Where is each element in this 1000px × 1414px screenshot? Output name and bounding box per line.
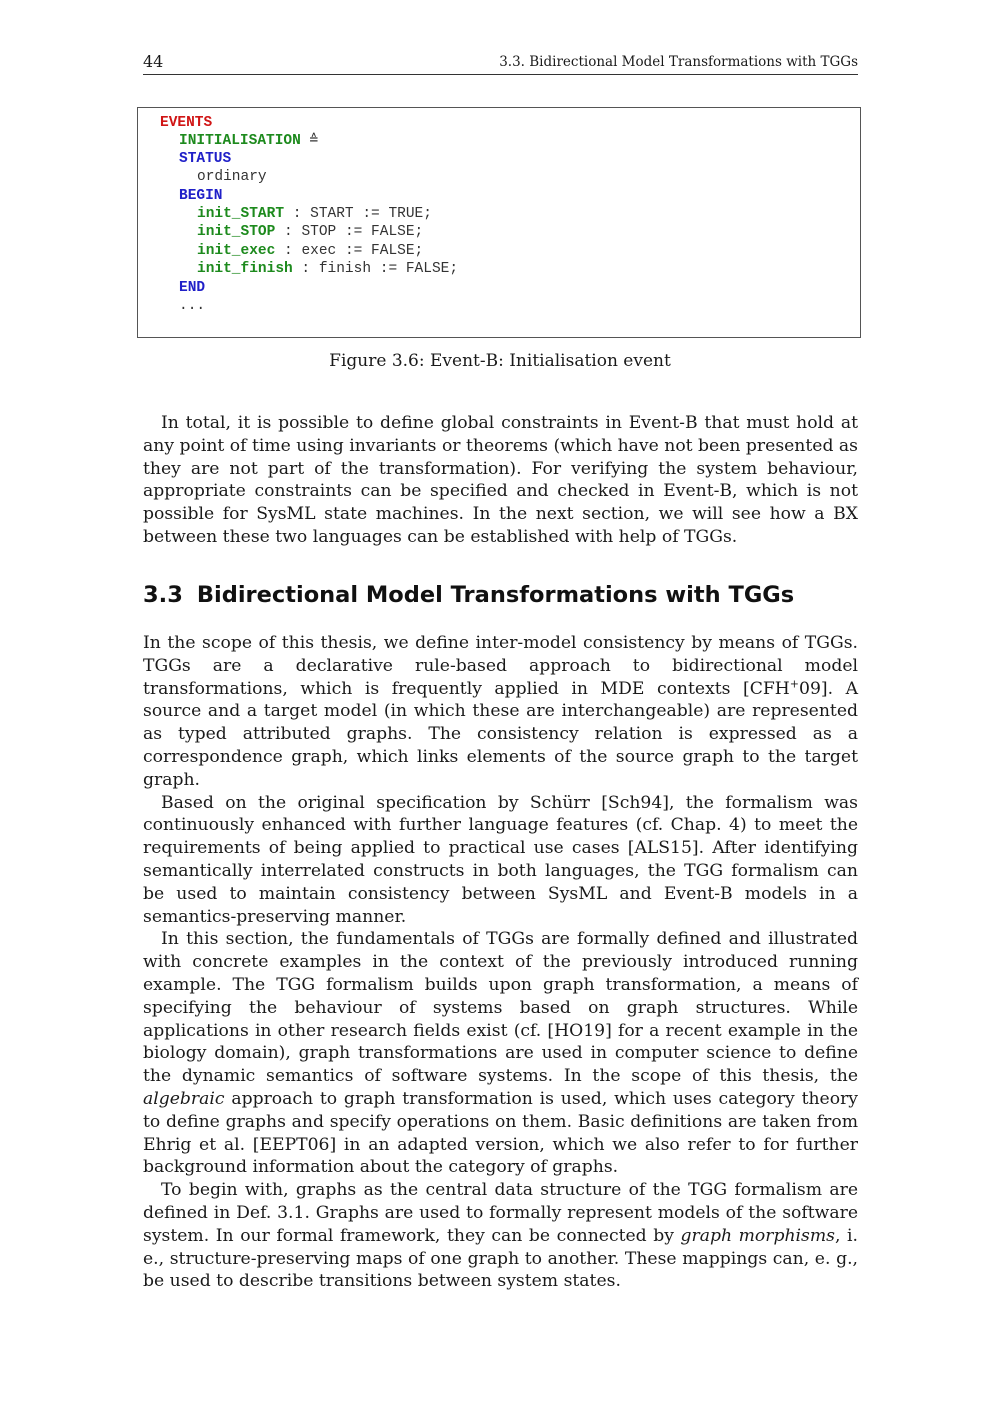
- emphasis: graph morphisms: [680, 1225, 835, 1246]
- keyword-status: STATUS: [179, 151, 232, 167]
- action-separator: :: [292, 261, 319, 277]
- paragraph: In total, it is possible to define global constraints in Event-B that must hold at any point of time using invariants or theorems (which have not been presented as they are not part of the transformation). For verifying the system behaviour, appropriate constraints can be specified and checked in Event-B, which is not possible for SysML state machines. In the next section, we will see how a BX between these two languages can be established with help of TGGs.: [143, 413, 858, 547]
- keyword-initialisation: INITIALISATION: [179, 133, 301, 149]
- code-line-ellipsis: [179, 297, 205, 315]
- status-value: ordinary: [197, 169, 267, 185]
- action-expression: exec := FALSE;: [301, 243, 424, 259]
- action-label: init_STOP: [197, 224, 276, 240]
- action-label: init_finish: [197, 261, 293, 277]
- figure-caption: Figure 3.6: Event-B: Initialisation event: [329, 351, 671, 371]
- action-expression: finish := FALSE;: [318, 261, 459, 277]
- section-title: Bidirectional Model Transformations with TGGs: [196, 582, 795, 608]
- code-line-initialisation: [179, 132, 318, 150]
- keyword-end: END: [179, 280, 206, 296]
- defeq-symbol: ≙: [309, 133, 319, 149]
- action-expression: START := TRUE;: [310, 206, 432, 222]
- action-separator: :: [284, 206, 311, 222]
- code-line-action: [197, 242, 423, 260]
- page-header: [143, 52, 858, 75]
- action-label: init_exec: [197, 243, 276, 259]
- intro-section: [143, 412, 858, 549]
- code-line-action: [197, 223, 423, 241]
- section-heading: [143, 582, 794, 608]
- emphasis: algebraic: [143, 1088, 225, 1109]
- paragraph: In the scope of this thesis, we define inter-model consistency by means of TGGs. TGGs are a declarative rule-based approach to bidirectional model transformations, which is frequently applied in MDE contexts [CFH+09]. A source and a target model (in which these are interchangeable) are represented as typed attributed graphs. The consistency relation is expressed as a correspondence graph, which links elements of the source graph to the target graph.: [143, 633, 859, 790]
- paragraph: In this section, the fundamentals of TGGs are formally defined and illustrated with concrete examples in the context of the previously introduced running example. The TGG formalism builds upon graph transformation, a means of specifying the behaviour of systems based on graph structures. While applications in other research fields exist (cf. [HO19] for a recent example in the biology domain), graph transformations are used in computer science to define the dynamic semantics of software systems. In the scope of this thesis, the algebraic approach to graph transformation is used, which uses category theory to define graphs and specify operations on them. Basic definitions are taken from Ehrig et al. [EEPT06] in an adapted version, which we also refer to for further background information about the category of graphs.: [143, 929, 858, 1178]
- keyword-events: EVENTS: [160, 115, 213, 131]
- code-line-events: [160, 114, 212, 132]
- action-label: init_START: [197, 206, 285, 222]
- paragraph: Based on the original specification by Schürr [Sch94], the formalism was continuously enhanced with further language features (cf. Chap. 4) to meet the requirements of being applied to practical use cases [ALS15]. After identifying semantically interrelated constructs in both languages, the TGG formalism can be used to maintain consistency between SysML and Event-B models in a semantics-preserving manner.: [143, 792, 858, 927]
- code-line-action: [197, 205, 432, 223]
- paragraph: To begin with, graphs as the central data structure of the TGG formalism are defined in Def. 3.1. Graphs are used to formally represent models of the software system. In our formal framework, they can be connected by graph morphisms, i. e., structure-preserving maps of one graph to another. These mappings can, e. g., be used to describe transitions between system states.: [143, 1180, 858, 1292]
- keyword-begin: BEGIN: [179, 188, 223, 204]
- action-separator: :: [275, 224, 302, 240]
- code-line-action: [197, 260, 458, 278]
- page-number: 44: [143, 52, 164, 71]
- code-line-status: [179, 150, 231, 168]
- code-listing: [137, 107, 861, 338]
- code-line-ordinary: [197, 168, 267, 186]
- code-line-begin: [179, 187, 223, 205]
- code-ellipsis: ...: [179, 298, 206, 314]
- code-line-end: [179, 279, 205, 297]
- action-separator: :: [275, 243, 302, 259]
- section-number: 3.3: [143, 582, 183, 608]
- section-body: [143, 632, 858, 1293]
- action-expression: STOP := FALSE;: [301, 224, 424, 240]
- superscript: +: [789, 676, 800, 690]
- running-title: 3.3. Bidirectional Model Transformations with TGGs: [499, 54, 858, 70]
